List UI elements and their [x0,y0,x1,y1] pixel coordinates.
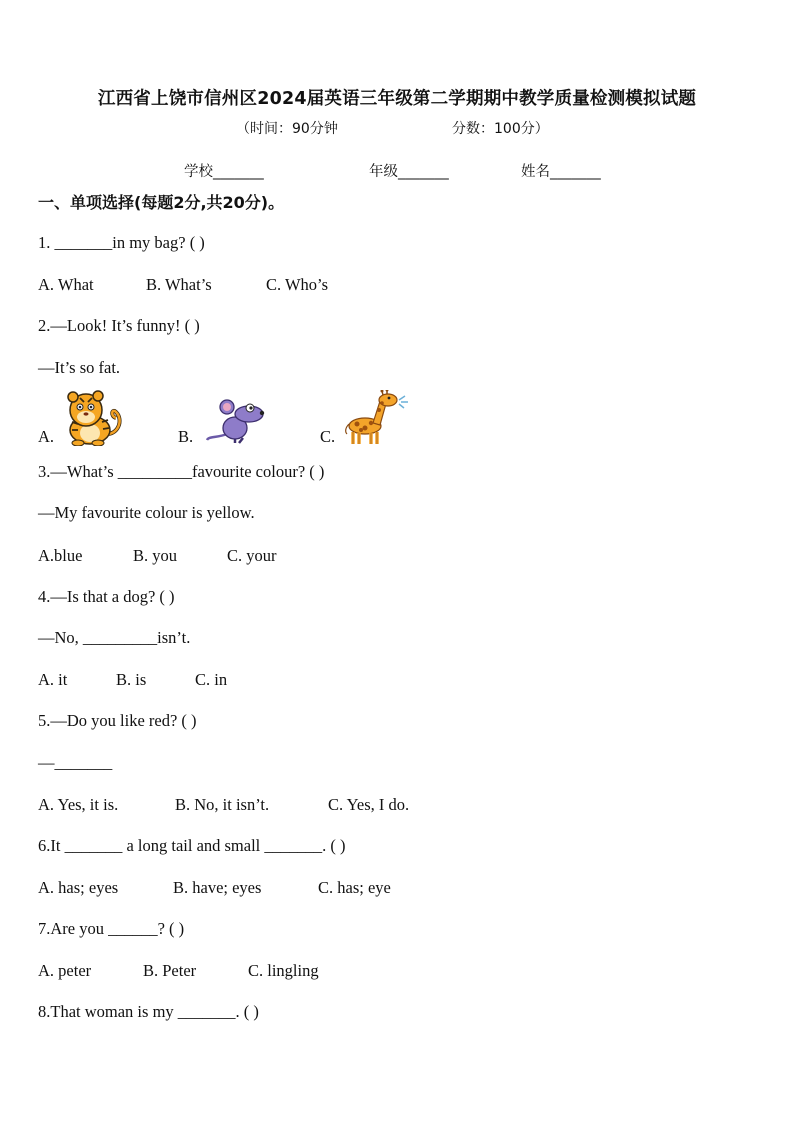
question-3-response: —My favourite colour is yellow. [38,503,255,522]
giraffe-picture [343,390,411,446]
name-field: 姓名_______ [521,164,601,180]
question-8-stem: 8.That woman is my _______. ( ) [38,1002,259,1021]
mouse-picture [205,398,267,444]
question-5-stem: 5.—Do you like red? ( ) [38,711,197,730]
school-field: 学校_______ [184,164,264,180]
question-2-option-b: B. [178,427,194,446]
question-4-option-b: B. is [116,670,147,689]
question-4-response: —No, _________isn’t. [38,628,191,647]
question-3-option-b: B. you [133,546,178,565]
question-7-option-a: A. peter [38,961,92,980]
question-1-option-c: C. Who’s [266,275,329,294]
question-7-option-b: B. Peter [143,961,197,980]
question-3-option-c: C. your [227,546,277,565]
question-3-option-a: A.blue [38,546,83,565]
exam-score: 分数：100分） [452,121,549,137]
tiger-picture [60,390,126,446]
question-6-option-b: B. have; eyes [173,878,262,897]
question-2-stem: 2.—Look! It’s funny! ( ) [38,316,200,335]
exam-title: 江西省上饶市信州区2024届英语三年级第二学期期中教学质量检测模拟试题 [97,89,697,109]
question-5-option-c: C. Yes, I do. [328,795,410,814]
question-2-response: —It’s so fat. [38,358,121,377]
question-5-option-b: B. No, it isn’t. [175,795,270,814]
question-1-option-a: A. What [38,275,94,294]
exam-time: （时间：90分钟 [236,121,338,137]
question-1-stem: 1. _______in my bag? ( ) [38,233,205,252]
section-title: 一、单项选择(每题2分,共20分)。 [38,193,285,212]
question-2-option-a: A. [38,427,55,446]
question-7-stem: 7.Are you ______? ( ) [38,919,185,938]
question-6-stem: 6.It _______ a long tail and small _______. ( ) [38,836,346,855]
question-5-response: —_______ [38,753,113,772]
question-1-option-b: B. What’s [146,275,212,294]
question-4-option-c: C. in [195,670,228,689]
question-2-option-c: C. [320,427,336,446]
question-4-stem: 4.—Is that a dog? ( ) [38,587,175,606]
question-6-option-c: C. has; eye [318,878,391,897]
question-5-option-a: A. Yes, it is. [38,795,119,814]
question-6-option-a: A. has; eyes [38,878,119,897]
question-3-stem: 3.—What’s _________favourite colour? ( ) [38,462,325,481]
grade-field: 年级_______ [369,164,449,180]
question-4-option-a: A. it [38,670,68,689]
question-7-option-c: C. lingling [248,961,319,980]
